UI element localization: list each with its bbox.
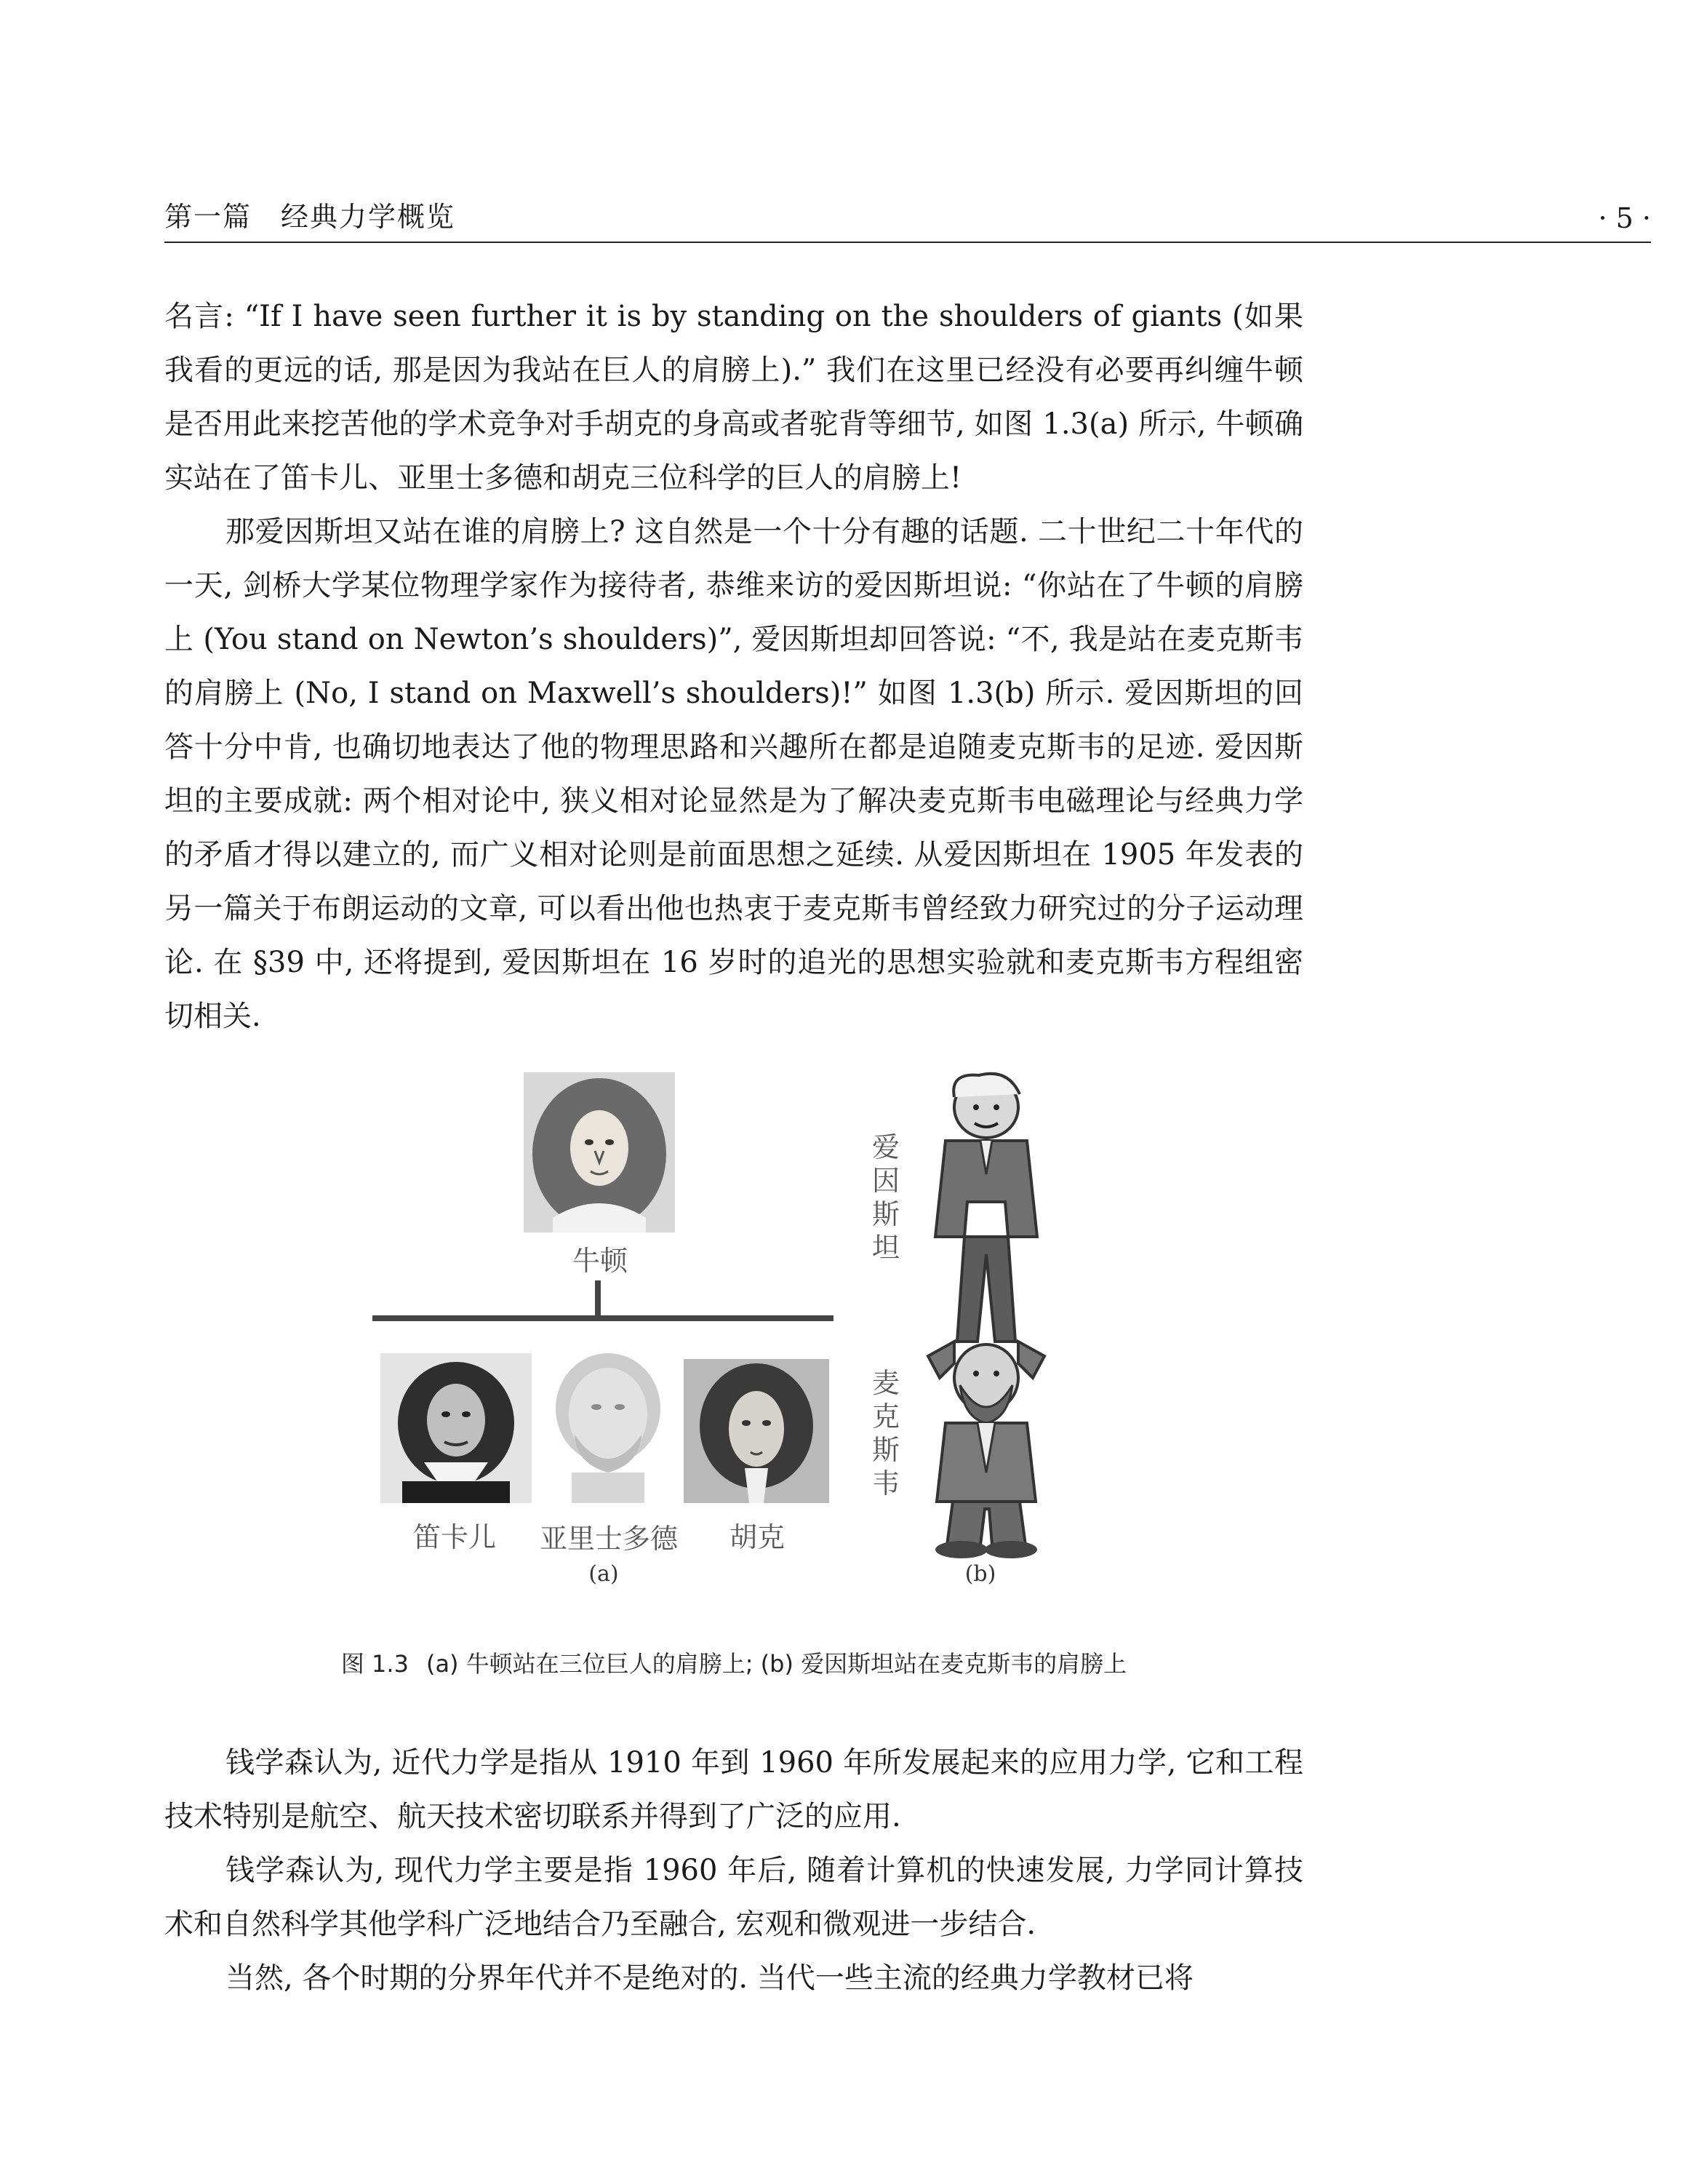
descartes-portrait — [380, 1353, 532, 1503]
descartes-portrait-drawing — [380, 1353, 532, 1503]
paragraph: 当然, 各个时期的分界年代并不是绝对的. 当代一些主流的经典力学教材已将 — [225, 1961, 1194, 1995]
aristotle-portrait — [538, 1347, 678, 1503]
paragraph: 名言: “If I have seen further it is by standing on the shoulders of giants (如果我看的更远的话, 那是因为我站在巨人的肩膀上).” 我们在这里已经没有必要再纠缠牛顿是否用此来挖苦他的学术竞争对手胡克的身高或者驼背等细节, 如图 1.3(a) 所示, 牛顿确实站在了笛卡儿、亚里士多德和胡克三位科学的巨人的肩膀上! — [164, 300, 1303, 495]
chapter-title: 第一篇 经典力学概览 — [164, 201, 456, 233]
page-number: · 5 · — [1598, 202, 1651, 234]
newton-portrait — [524, 1072, 675, 1232]
aristotle-portrait-drawing — [538, 1347, 678, 1503]
label-subfigure-a: (a) — [588, 1561, 619, 1587]
hooke-portrait-drawing — [684, 1359, 829, 1503]
body-text-top — [164, 290, 1303, 1043]
label-einstein: 爱因斯坦 — [871, 1131, 900, 1264]
hooke-portrait — [684, 1359, 829, 1503]
einstein-maxwell-cartoon — [899, 1065, 1074, 1560]
running-header — [164, 195, 1651, 243]
label-maxwell: 麦克斯韦 — [871, 1367, 900, 1499]
label-hooke: 胡克 — [729, 1521, 785, 1553]
lineage-connector — [364, 1280, 844, 1324]
label-aristotle: 亚里士多德 — [539, 1523, 678, 1555]
figure-number: 图 1.3 — [340, 1650, 409, 1678]
body-text-bottom — [164, 1736, 1303, 2005]
figure-caption-text: (a) 牛顿站在三位巨人的肩膀上; (b) 爱因斯坦站在麦克斯韦的肩膀上 — [425, 1650, 1127, 1678]
label-descartes: 笛卡儿 — [412, 1521, 496, 1553]
paragraph: 钱学森认为, 现代力学主要是指 1960 年后, 随着计算机的快速发展, 力学同计算技术和自然科学其他学科广泛地结合乃至融合, 宏观和微观进一步结合. — [164, 1854, 1303, 1941]
paragraph: 钱学森认为, 近代力学是指从 1910 年到 1960 年所发展起来的应用力学, 它和工程技术特别是航空、航天技术密切联系并得到了广泛的应用. — [164, 1746, 1303, 1833]
label-subfigure-b: (b) — [964, 1561, 996, 1587]
figure-caption — [164, 1646, 1303, 1679]
newton-portrait-drawing — [524, 1072, 675, 1232]
paragraph: 那爱因斯坦又站在谁的肩膀上? 这自然是一个十分有趣的话题. 二十世纪二十年代的一天, 剑桥大学某位物理学家作为接待者, 恭维来访的爱因斯坦说: “你站在了牛顿的肩膀上 (You stand on Newton’s shoulders)”, 爱因斯坦却回答说: “不, 我是站在麦克斯韦的肩膀上 (No, I stand on Maxwell’s shoulders)!” 如图 1.3(b) 所示. 爱因斯坦的回答十分中肯, 也确切地表达了他的物理思路和兴趣所在都是追随麦克斯韦的足迹. 爱因斯坦的主要成就: 两个相对论中, 狭义相对论显然是为了解决麦克斯韦电磁理论与经典力学的矛盾才得以建立的, 而广义相对论则是前面思想之延续. 从爱因斯坦在 1905 年发表的另一篇关于布朗运动的文章, 可以看出他也热衷于麦克斯韦曾经致力研究过的分子运动理论. 在 §39 中, 还将提到, 爱因斯坦在 16 岁时的追光的思想实验就和麦克斯韦方程组密切相关. — [164, 515, 1303, 1033]
label-newton: 牛顿 — [572, 1245, 628, 1277]
